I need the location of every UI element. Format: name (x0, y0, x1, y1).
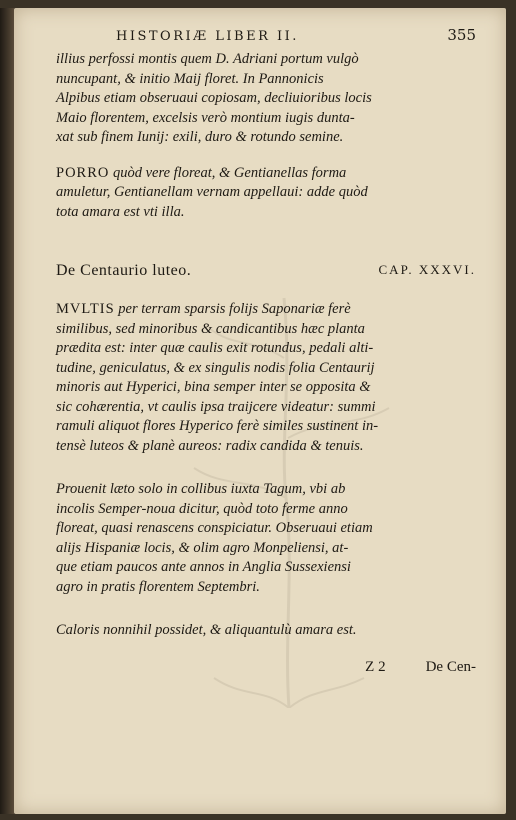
text-line: Alpibus etiam obseruaui copiosam, decliuioribus locis (56, 90, 372, 106)
text-line: amuletur, Gentianellam vernam appellaui: adde quòd (56, 184, 368, 200)
paragraph-5 (56, 621, 476, 641)
paragraph-3 (56, 300, 476, 456)
lead-word: PORRO (56, 164, 110, 181)
text-line: Caloris nonnihil possidet, & aliquantulù amara est. (56, 622, 357, 638)
signature-mark: Z 2 (365, 658, 386, 675)
text-line: tensè luteos & planè aureos: radix candida & tenuis. (56, 437, 364, 454)
page-header (56, 26, 476, 44)
text-line: Prouenit læto solo in collibus iuxta Tagum, vbi ab (56, 481, 346, 497)
page-footer (56, 659, 476, 676)
book-binding (0, 8, 14, 814)
book-page (14, 8, 506, 814)
chapter-title: De Centaurio luteo. (56, 262, 192, 279)
text-line: sic cohærentia, vt caulis ipsa traijcere videatur: summi (56, 398, 376, 415)
text-fragment: per terram sparsis folijs Saponariæ ferè (114, 301, 351, 317)
text-line: floreat, quasi renascens conspiciatur. Obseruaui etiam (56, 520, 373, 536)
paragraph-1 (56, 50, 476, 148)
text-line: xat sub finem Iunij: exili, duro & rotundo semine. (56, 129, 344, 145)
paragraph-2 (56, 164, 476, 223)
text-line: prædita est: inter quæ caulis exit rotundus, pedali alti- (56, 340, 374, 356)
text-line: illius perfossi montis quem D. Adriani portum vulgò (56, 51, 359, 67)
text-line: que etiam paucos ante annos in Anglia Sussexiensi (56, 559, 351, 575)
chapter-heading (56, 262, 476, 280)
page-number: 355 (447, 26, 476, 44)
text-line: minoris aut Hyperici, bina semper inter se opposita & (56, 379, 371, 395)
text-line: alijs Hispaniæ locis, & olim agro Monpeliensi, at- (56, 539, 349, 556)
text-line: tudine, geniculatus, & ex singulis nodis folia Centaurij (56, 359, 375, 376)
text-line: tota amara est vti illa. (56, 203, 185, 220)
text-line: nuncupant, & initio Maij floret. In Pannonicis (56, 70, 324, 87)
text-line: agro in pratis florentem Septembri. (56, 578, 260, 595)
page-text (56, 26, 476, 676)
text-fragment: quòd vere floreat, & Gentianellas forma (109, 164, 347, 181)
text-line: similibus, sed minoribus & candicantibus hæc planta (56, 320, 365, 337)
chapter-number: CAP. XXXVI. (378, 262, 476, 277)
catchword: De Cen- (425, 658, 476, 675)
running-head: HISTORIÆ LIBER II. (116, 29, 299, 44)
text-line (56, 164, 476, 184)
text-line: ramuli aliquot flores Hyperico ferè similes sustinent in- (56, 418, 379, 434)
text-line: Maio florentem, excelsis verò montium iugis dunta- (56, 109, 355, 126)
paragraph-4 (56, 480, 476, 597)
text-line (56, 300, 476, 320)
text-line: incolis Semper-noua dicitur, quòd toto ferme anno (56, 500, 348, 517)
lead-word: MVLTIS (56, 301, 115, 317)
